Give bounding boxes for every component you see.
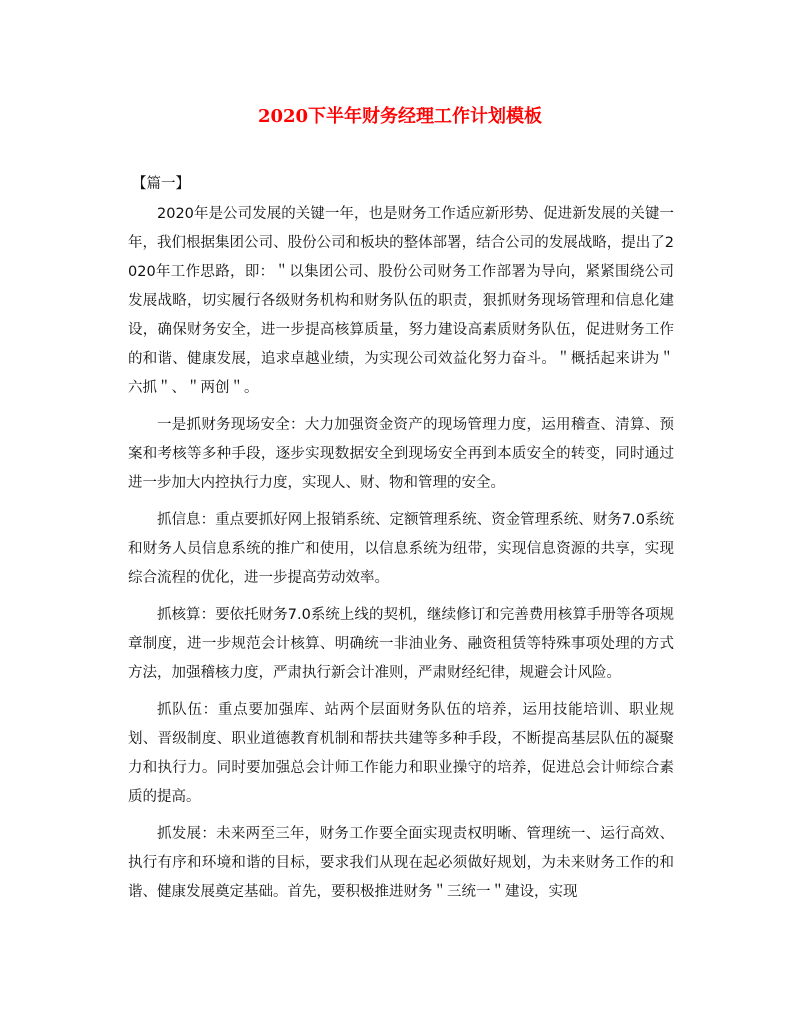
- document-body: [128, 170, 674, 915]
- paragraph-team: 抓队伍：重点要加强库、站两个层面财务队伍的培养，运用技能培训、职业规划、晋级制度、职业道德教育机制和帮扶共建等多种手段，不断提高基层队伍的凝聚力和执行力。同时要加强总会计师工作能力和职业操守的培养，促进总会计师综合素质的提高。: [128, 702, 674, 805]
- paragraph-intro: 2020年是公司发展的关键一年，也是财务工作适应新形势、促进新发展的关键一年，我们根据集团公司、股份公司和板块的整体部署，结合公司的发展战略，提出了2020年工作思路，即：＂以集团公司、股份公司财务工作部署为导向，紧紧围绕公司发展战略，切实履行各级财务机构和财务队伍的职责，狠抓财务现场管理和信息化建设，确保财务安全，进一步提高核算质量，努力建设高素质财务队伍，促进财务工作的和谐、健康发展，追求卓越业绩，为实现公司效益化努力奋斗。＂概括起来讲为＂六抓＂、＂两创＂。: [128, 206, 674, 396]
- paragraph-accounting: 抓核算：要依托财务7.0系统上线的契机，继续修订和完善费用核算手册等各项规章制度，进一步规范会计核算、明确统一非油业务、融资租赁等特殊事项处理的方式方法，加强稽核力度，严肃执行新会计准则，严肃财经纪律，规避会计风险。: [128, 607, 674, 681]
- paragraph-site-safety: 一是抓财务现场安全：大力加强资金资产的现场管理力度，运用稽查、清算、预案和考核等多种手段，逐步实现数据安全到现场安全再到本质安全的转变，同时通过进一步加大内控执行力度，实现人、财、物和管理的安全。: [128, 417, 674, 491]
- paragraph-development: 抓发展：未来两至三年，财务工作要全面实现责权明晰、管理统一、运行高效、执行有序和环境和谐的目标，要求我们从现在起必须做好规划，为未来财务工作的和谐、健康发展奠定基础。首先，要积极推进财务＂三统一＂建设，实现: [128, 826, 674, 900]
- section-label: 【篇一】: [132, 176, 190, 192]
- paragraph-information: 抓信息：重点要抓好网上报销系统、定额管理系统、资金管理系统、财务7.0系统和财务人员信息系统的推广和使用，以信息系统为纽带，实现信息资源的共享，实现综合流程的优化，进一步提高劳动效率。: [128, 512, 674, 586]
- document-title: 2020下半年财务经理工作计划模板: [257, 106, 543, 127]
